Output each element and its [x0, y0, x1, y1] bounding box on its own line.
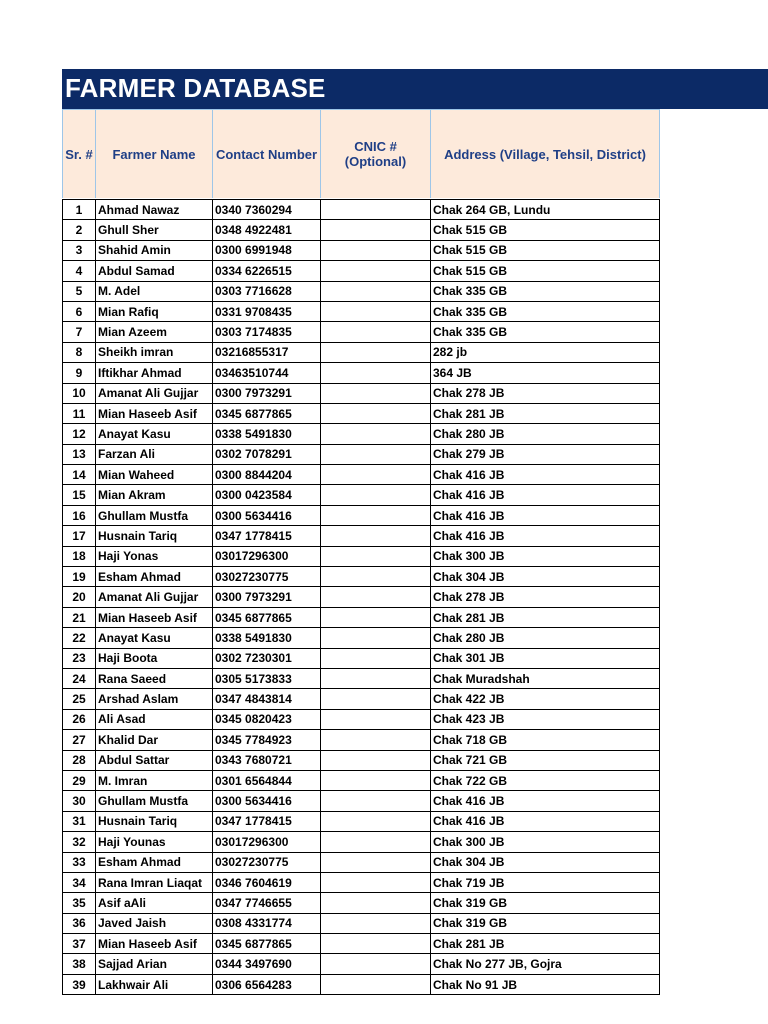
table-row [63, 342, 660, 362]
cell-address[interactable]: Chak 422 JB [431, 689, 660, 709]
cell-sr[interactable]: 28 [63, 750, 96, 770]
table-row [63, 709, 660, 729]
cell-farmer-name[interactable]: Haji Younas [96, 832, 213, 852]
cell-farmer-name[interactable]: Asif aAli [96, 893, 213, 913]
cell-contact-number[interactable]: 03027230775 [213, 567, 321, 587]
cell-farmer-name[interactable]: Mian Haseeb Asif [96, 403, 213, 423]
cell-farmer-name[interactable]: Ahmad Nawaz [96, 200, 213, 220]
cell-farmer-name[interactable]: Amanat Ali Gujjar [96, 383, 213, 403]
cell-contact-number[interactable]: 0347 4843814 [213, 689, 321, 709]
cell-farmer-name[interactable]: Esham Ahmad [96, 852, 213, 872]
cell-farmer-name[interactable]: M. Imran [96, 770, 213, 790]
title-bar [62, 69, 768, 109]
cell-sr[interactable]: 4 [63, 261, 96, 281]
cell-cnic[interactable] [321, 281, 431, 301]
cell-sr[interactable]: 23 [63, 648, 96, 668]
cell-sr[interactable]: 24 [63, 668, 96, 688]
cell-contact-number[interactable]: 0300 6991948 [213, 240, 321, 260]
cell-sr[interactable]: 6 [63, 301, 96, 321]
cell-address[interactable]: Chak 515 GB [431, 240, 660, 260]
cell-address[interactable]: Chak 264 GB, Lundu [431, 200, 660, 220]
cell-cnic[interactable] [321, 444, 431, 464]
cell-cnic[interactable] [321, 546, 431, 566]
table-row [63, 648, 660, 668]
table-row [63, 628, 660, 648]
header-farmer-name: Farmer Name [96, 110, 213, 199]
cell-farmer-name[interactable]: Shahid Amin [96, 240, 213, 260]
cell-farmer-name[interactable]: Ghull Sher [96, 220, 213, 240]
cell-sr[interactable]: 33 [63, 852, 96, 872]
table-row [63, 893, 660, 913]
cell-address[interactable]: Chak 319 GB [431, 893, 660, 913]
cell-farmer-name[interactable]: Mian Azeem [96, 322, 213, 342]
cell-farmer-name[interactable]: Lakhwair Ali [96, 974, 213, 994]
cell-cnic[interactable] [321, 607, 431, 627]
cell-sr[interactable]: 38 [63, 954, 96, 974]
cell-farmer-name[interactable]: Mian Haseeb Asif [96, 934, 213, 954]
cell-sr[interactable]: 21 [63, 607, 96, 627]
header-address: Address (Village, Tehsil, District) [431, 110, 660, 199]
cell-contact-number[interactable]: 0347 1778415 [213, 811, 321, 831]
cell-farmer-name[interactable]: Javed Jaish [96, 913, 213, 933]
table-row [63, 832, 660, 852]
cell-cnic[interactable] [321, 485, 431, 505]
cell-address[interactable]: Chak Muradshah [431, 668, 660, 688]
cell-cnic[interactable] [321, 791, 431, 811]
cell-sr[interactable]: 29 [63, 770, 96, 790]
cell-contact-number[interactable]: 03027230775 [213, 852, 321, 872]
cell-sr[interactable]: 32 [63, 832, 96, 852]
table-row [63, 546, 660, 566]
cell-farmer-name[interactable]: Ali Asad [96, 709, 213, 729]
cell-farmer-name[interactable]: Sajjad Arian [96, 954, 213, 974]
cell-cnic[interactable] [321, 934, 431, 954]
cell-sr[interactable]: 20 [63, 587, 96, 607]
cell-address[interactable]: Chak 279 JB [431, 444, 660, 464]
cell-address[interactable]: Chak 416 JB [431, 791, 660, 811]
cell-address[interactable]: Chak 301 JB [431, 648, 660, 668]
table-row [63, 607, 660, 627]
cell-farmer-name[interactable]: Mian Akram [96, 485, 213, 505]
cell-contact-number[interactable]: 0300 7973291 [213, 383, 321, 403]
cell-cnic[interactable] [321, 465, 431, 485]
cell-contact-number[interactable]: 0338 5491830 [213, 424, 321, 444]
cell-farmer-name[interactable]: Esham Ahmad [96, 567, 213, 587]
table-row [63, 240, 660, 260]
table-row [63, 301, 660, 321]
cell-address[interactable]: Chak 718 GB [431, 730, 660, 750]
cell-contact-number[interactable]: 0300 5634416 [213, 505, 321, 525]
cell-farmer-name[interactable]: Arshad Aslam [96, 689, 213, 709]
cell-cnic[interactable] [321, 200, 431, 220]
cell-address[interactable]: Chak 416 JB [431, 811, 660, 831]
cell-address[interactable]: Chak 304 JB [431, 852, 660, 872]
header-cnic: CNIC # (Optional) [321, 110, 431, 199]
cell-contact-number[interactable]: 0300 8844204 [213, 465, 321, 485]
cell-cnic[interactable] [321, 424, 431, 444]
header-sr: Sr. # [63, 110, 96, 199]
table-row [63, 322, 660, 342]
cell-sr[interactable]: 16 [63, 505, 96, 525]
cell-contact-number[interactable]: 0348 4922481 [213, 220, 321, 240]
cell-address[interactable]: Chak 278 JB [431, 383, 660, 403]
cell-contact-number[interactable]: 0340 7360294 [213, 200, 321, 220]
cell-cnic[interactable] [321, 261, 431, 281]
table-row [63, 363, 660, 383]
cell-farmer-name[interactable]: Ghullam Mustfa [96, 505, 213, 525]
cell-sr[interactable]: 7 [63, 322, 96, 342]
cell-cnic[interactable] [321, 709, 431, 729]
cell-sr[interactable]: 36 [63, 913, 96, 933]
farmer-table [62, 109, 660, 995]
table-row [63, 465, 660, 485]
cell-contact-number[interactable]: 0331 9708435 [213, 301, 321, 321]
cell-address[interactable]: Chak 416 JB [431, 526, 660, 546]
table-row [63, 668, 660, 688]
cell-address[interactable]: Chak 515 GB [431, 261, 660, 281]
table-row [63, 872, 660, 892]
table-row [63, 974, 660, 994]
cell-sr[interactable]: 10 [63, 383, 96, 403]
cell-address[interactable]: Chak 722 GB [431, 770, 660, 790]
cell-contact-number[interactable]: 0301 6564844 [213, 770, 321, 790]
cell-cnic[interactable] [321, 750, 431, 770]
cell-cnic[interactable] [321, 342, 431, 362]
cell-contact-number[interactable]: 0345 6877865 [213, 934, 321, 954]
cell-cnic[interactable] [321, 526, 431, 546]
cell-cnic[interactable] [321, 811, 431, 831]
cell-farmer-name[interactable]: Mian Rafiq [96, 301, 213, 321]
cell-address[interactable]: Chak 319 GB [431, 913, 660, 933]
table-row [63, 934, 660, 954]
cell-cnic[interactable] [321, 648, 431, 668]
cell-contact-number[interactable]: 0308 4331774 [213, 913, 321, 933]
cell-address[interactable]: Chak 719 JB [431, 872, 660, 892]
cell-farmer-name[interactable]: Rana Saeed [96, 668, 213, 688]
cell-cnic[interactable] [321, 770, 431, 790]
cell-address[interactable]: Chak No 277 JB, Gojra [431, 954, 660, 974]
cell-cnic[interactable] [321, 954, 431, 974]
cell-sr[interactable]: 1 [63, 200, 96, 220]
table-row [63, 791, 660, 811]
cell-cnic[interactable] [321, 567, 431, 587]
cell-contact-number[interactable]: 0300 5634416 [213, 791, 321, 811]
cell-contact-number[interactable]: 0302 7230301 [213, 648, 321, 668]
cell-farmer-name[interactable]: Abdul Sattar [96, 750, 213, 770]
cell-farmer-name[interactable]: Sheikh imran [96, 342, 213, 362]
cell-farmer-name[interactable]: Khalid Dar [96, 730, 213, 750]
cell-contact-number[interactable]: 0345 7784923 [213, 730, 321, 750]
cell-sr[interactable]: 11 [63, 403, 96, 423]
table-row [63, 505, 660, 525]
cell-contact-number[interactable]: 03017296300 [213, 546, 321, 566]
cell-sr[interactable]: 9 [63, 363, 96, 383]
table-body [63, 198, 660, 995]
cell-sr[interactable]: 18 [63, 546, 96, 566]
cell-contact-number[interactable]: 0302 7078291 [213, 444, 321, 464]
cell-address[interactable]: Chak 335 GB [431, 301, 660, 321]
table-row [63, 852, 660, 872]
cell-address[interactable]: Chak 281 JB [431, 403, 660, 423]
cell-address[interactable]: Chak 281 JB [431, 934, 660, 954]
cell-address[interactable]: Chak 280 JB [431, 424, 660, 444]
table-row [63, 689, 660, 709]
cell-farmer-name[interactable]: Mian Haseeb Asif [96, 607, 213, 627]
cell-cnic[interactable] [321, 363, 431, 383]
cell-address[interactable]: Chak 515 GB [431, 220, 660, 240]
cell-contact-number[interactable]: 0345 6877865 [213, 607, 321, 627]
cell-cnic[interactable] [321, 301, 431, 321]
cell-farmer-name[interactable]: Farzan Ali [96, 444, 213, 464]
cell-sr[interactable]: 2 [63, 220, 96, 240]
cell-sr[interactable]: 15 [63, 485, 96, 505]
cell-cnic[interactable] [321, 730, 431, 750]
cell-contact-number[interactable]: 0343 7680721 [213, 750, 321, 770]
table-row [63, 220, 660, 240]
cell-address[interactable]: 364 JB [431, 363, 660, 383]
table-row [63, 567, 660, 587]
cell-sr[interactable]: 13 [63, 444, 96, 464]
table-row [63, 811, 660, 831]
cell-cnic[interactable] [321, 872, 431, 892]
cell-farmer-name[interactable]: Anayat Kasu [96, 424, 213, 444]
table-row [63, 281, 660, 301]
cell-address[interactable]: Chak 416 JB [431, 465, 660, 485]
cell-cnic[interactable] [321, 505, 431, 525]
cell-sr[interactable]: 35 [63, 893, 96, 913]
cell-contact-number[interactable]: 0346 7604619 [213, 872, 321, 892]
cell-contact-number[interactable]: 0345 6877865 [213, 403, 321, 423]
cell-contact-number[interactable]: 0345 0820423 [213, 709, 321, 729]
cell-contact-number[interactable]: 0300 0423584 [213, 485, 321, 505]
cell-address[interactable]: Chak 423 JB [431, 709, 660, 729]
header-contact-number: Contact Number [213, 110, 321, 199]
table-row [63, 444, 660, 464]
table-row [63, 750, 660, 770]
cell-cnic[interactable] [321, 322, 431, 342]
header-row [63, 110, 660, 199]
cell-contact-number[interactable]: 0334 6226515 [213, 261, 321, 281]
cell-farmer-name[interactable]: Husnain Tariq [96, 526, 213, 546]
cell-contact-number[interactable]: 0347 7746655 [213, 893, 321, 913]
cell-farmer-name[interactable]: Mian Waheed [96, 465, 213, 485]
cell-contact-number[interactable]: 0303 7716628 [213, 281, 321, 301]
table-row [63, 770, 660, 790]
table-row [63, 383, 660, 403]
table-row [63, 200, 660, 220]
cell-cnic[interactable] [321, 689, 431, 709]
cell-cnic[interactable] [321, 587, 431, 607]
table-row [63, 261, 660, 281]
cell-cnic[interactable] [321, 628, 431, 648]
cell-address[interactable]: Chak 278 JB [431, 587, 660, 607]
cell-cnic[interactable] [321, 220, 431, 240]
cell-sr[interactable]: 14 [63, 465, 96, 485]
cell-address[interactable]: Chak 304 JB [431, 567, 660, 587]
cell-sr[interactable]: 37 [63, 934, 96, 954]
cell-cnic[interactable] [321, 852, 431, 872]
cell-sr[interactable]: 34 [63, 872, 96, 892]
cell-sr[interactable]: 17 [63, 526, 96, 546]
cell-contact-number[interactable]: 0300 7973291 [213, 587, 321, 607]
cell-sr[interactable]: 25 [63, 689, 96, 709]
cell-farmer-name[interactable]: Iftikhar Ahmad [96, 363, 213, 383]
cell-farmer-name[interactable]: Haji Boota [96, 648, 213, 668]
cell-farmer-name[interactable]: Amanat Ali Gujjar [96, 587, 213, 607]
cell-address[interactable]: Chak 721 GB [431, 750, 660, 770]
cell-sr[interactable]: 5 [63, 281, 96, 301]
cell-sr[interactable]: 8 [63, 342, 96, 362]
cell-sr[interactable]: 3 [63, 240, 96, 260]
cell-sr[interactable]: 19 [63, 567, 96, 587]
cell-address[interactable]: Chak 280 JB [431, 628, 660, 648]
cell-contact-number[interactable]: 0305 5173833 [213, 668, 321, 688]
cell-sr[interactable]: 12 [63, 424, 96, 444]
cell-contact-number[interactable]: 03216855317 [213, 342, 321, 362]
cell-address[interactable]: Chak 335 GB [431, 281, 660, 301]
cell-cnic[interactable] [321, 240, 431, 260]
cell-address[interactable]: Chak 300 JB [431, 832, 660, 852]
table-row [63, 403, 660, 423]
cell-cnic[interactable] [321, 913, 431, 933]
cell-address[interactable]: Chak No 91 JB [431, 974, 660, 994]
cell-farmer-name[interactable]: Anayat Kasu [96, 628, 213, 648]
cell-cnic[interactable] [321, 383, 431, 403]
cell-contact-number[interactable]: 0338 5491830 [213, 628, 321, 648]
cell-address[interactable]: 282 jb [431, 342, 660, 362]
page-title: FARMER DATABASE [65, 73, 326, 103]
cell-farmer-name[interactable]: Ghullam Mustfa [96, 791, 213, 811]
cell-contact-number[interactable]: 0347 1778415 [213, 526, 321, 546]
cell-cnic[interactable] [321, 974, 431, 994]
cell-sr[interactable]: 26 [63, 709, 96, 729]
table-row [63, 954, 660, 974]
cell-farmer-name[interactable]: M. Adel [96, 281, 213, 301]
cell-cnic[interactable] [321, 832, 431, 852]
cell-address[interactable]: Chak 416 JB [431, 505, 660, 525]
cell-cnic[interactable] [321, 668, 431, 688]
cell-contact-number[interactable]: 0303 7174835 [213, 322, 321, 342]
cell-contact-number[interactable]: 03463510744 [213, 363, 321, 383]
cell-address[interactable]: Chak 335 GB [431, 322, 660, 342]
cell-contact-number[interactable]: 03017296300 [213, 832, 321, 852]
table-row [63, 424, 660, 444]
table-row [63, 485, 660, 505]
cell-farmer-name[interactable]: Husnain Tariq [96, 811, 213, 831]
table-row [63, 587, 660, 607]
cell-cnic[interactable] [321, 403, 431, 423]
cell-address[interactable]: Chak 416 JB [431, 485, 660, 505]
cell-address[interactable]: Chak 281 JB [431, 607, 660, 627]
cell-address[interactable]: Chak 300 JB [431, 546, 660, 566]
cell-sr[interactable]: 31 [63, 811, 96, 831]
cell-sr[interactable]: 39 [63, 974, 96, 994]
cell-farmer-name[interactable]: Abdul Samad [96, 261, 213, 281]
cell-cnic[interactable] [321, 893, 431, 913]
table-row [63, 730, 660, 750]
cell-sr[interactable]: 22 [63, 628, 96, 648]
cell-sr[interactable]: 27 [63, 730, 96, 750]
cell-farmer-name[interactable]: Haji Yonas [96, 546, 213, 566]
table-row [63, 913, 660, 933]
cell-farmer-name[interactable]: Rana Imran Liaqat [96, 872, 213, 892]
cell-sr[interactable]: 30 [63, 791, 96, 811]
cell-contact-number[interactable]: 0306 6564283 [213, 974, 321, 994]
cell-contact-number[interactable]: 0344 3497690 [213, 954, 321, 974]
table-row [63, 526, 660, 546]
